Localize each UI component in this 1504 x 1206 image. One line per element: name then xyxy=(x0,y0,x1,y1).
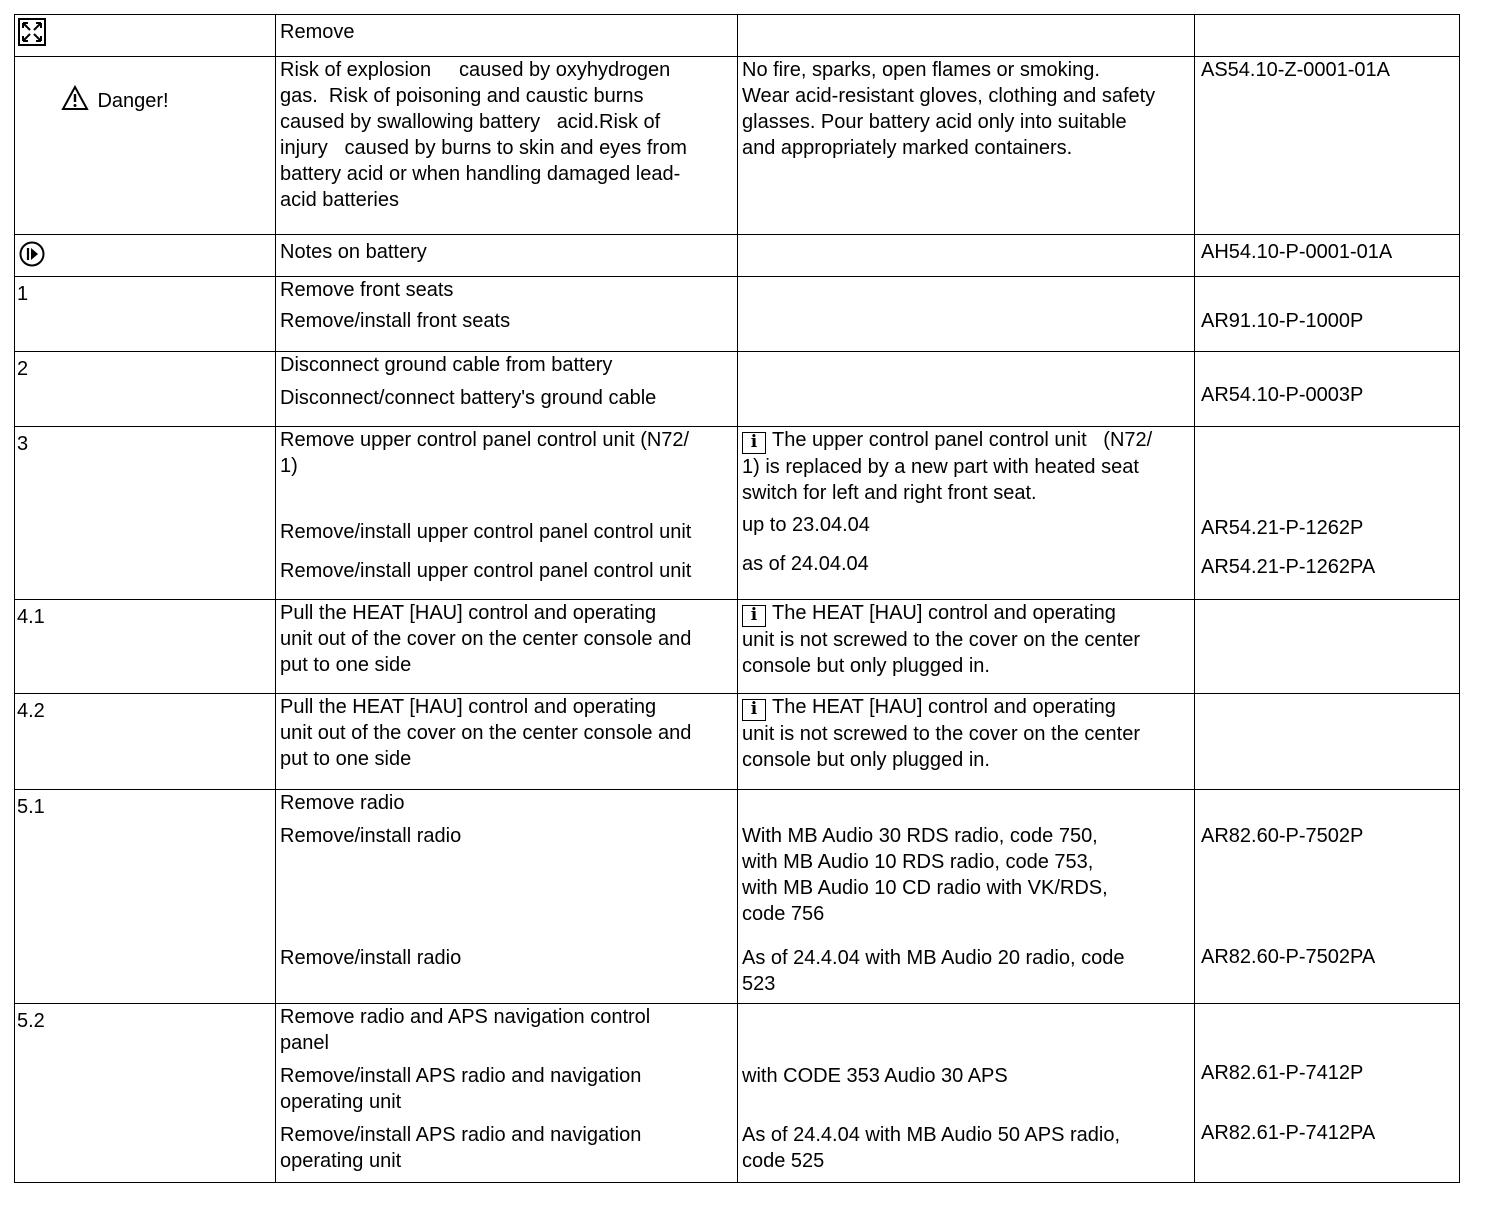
step-number: 2 xyxy=(17,358,29,380)
table-row xyxy=(15,352,1460,427)
step-title: Remove radio and APS navigation control panel xyxy=(280,1006,651,1054)
sub-procedure: Remove/install upper control panel control unit xyxy=(280,560,692,582)
step-number: 5.2 xyxy=(17,1010,45,1032)
step-title: Remove upper control panel control unit (N72/ xyxy=(280,429,690,451)
info-note: i The HEAT [HAU] control and operating xyxy=(738,694,1194,721)
sub-procedure: Remove/install radio xyxy=(280,947,462,969)
reference-code: AS54.10-Z-0001-01A xyxy=(1201,59,1391,81)
sub-procedure: Disconnect/connect battery's ground cable xyxy=(280,387,657,409)
table-row xyxy=(15,57,1460,235)
reference-code: AR82.60-P-7502P xyxy=(1201,825,1364,847)
table-row xyxy=(15,235,1460,277)
step-number: 1 xyxy=(17,283,29,305)
validity-note: as of 24.04.04 xyxy=(742,553,869,575)
step-number: 5.1 xyxy=(17,796,45,818)
table-row: 4.2 Pull the HEAT [HAU] control and operating unit out of the cover on the center console and put to one side i The HEAT [HAU] control and operating unit is not screwed to the cover on the center console but only plugged in. xyxy=(15,694,1460,790)
step-title: Pull the HEAT [HAU] control and operating xyxy=(280,602,657,624)
reference-code: AR54.21-P-1262PA xyxy=(1201,556,1376,578)
reference-code: AR91.10-P-1000P xyxy=(1201,310,1364,332)
sub-procedure: Remove/install radio xyxy=(280,825,462,847)
step-title: Disconnect ground cable from battery xyxy=(280,354,613,376)
info-icon: i xyxy=(742,432,766,454)
table-row xyxy=(15,790,1460,1004)
sub-procedure: Remove/install front seats xyxy=(280,310,511,332)
validity-note: with CODE 353 Audio 30 APS xyxy=(742,1065,1008,1087)
table-row xyxy=(15,1004,1460,1183)
reference-code: AR82.60-P-7502PA xyxy=(1201,946,1376,968)
reference-code: AR82.61-P-7412P xyxy=(1201,1062,1364,1084)
step-title: Remove front seats xyxy=(280,279,454,301)
reference-code: AR54.21-P-1262P xyxy=(1201,517,1364,539)
validity-note: As of 24.4.04 with MB Audio 20 radio, code 523 xyxy=(742,947,1125,995)
step-title: Remove radio xyxy=(280,792,405,814)
validity-note: As of 24.4.04 with MB Audio 50 APS radio, code 525 xyxy=(742,1124,1121,1172)
sub-procedure: Remove/install upper control panel control unit xyxy=(280,521,692,543)
sub-procedure: Remove/install APS radio and navigation operating unit xyxy=(280,1124,642,1172)
step-number: 4.1 xyxy=(17,606,45,628)
step-title: Pull the HEAT [HAU] control and operating xyxy=(280,696,657,718)
danger-label: Danger! xyxy=(97,90,169,112)
table-row xyxy=(15,277,1460,352)
danger-description: Risk of explosion caused by oxyhydrogen gas. Risk of poisoning and caustic burns caused by swallowing battery acid.Risk of injury caused by burns to skin and eyes from battery acid or when handling damaged lead- acid batteries xyxy=(276,57,738,235)
table-row: 4.1 Pull the HEAT [HAU] control and operating unit out of the cover on the center console and put to one side i The HEAT [HAU] control and operating unit is not screwed to the cover on the center console but only plugged in. xyxy=(15,600,1460,694)
validity-note: up to 23.04.04 xyxy=(742,514,870,536)
warning-triangle-icon xyxy=(61,85,89,111)
notes-title: Notes on battery xyxy=(280,241,427,263)
reference-code: AR82.61-P-7412PA xyxy=(1201,1122,1376,1144)
repair-procedure-table xyxy=(14,14,1460,1183)
sub-procedure: Remove/install APS radio and navigation operating unit xyxy=(280,1065,642,1113)
step-number: 3 xyxy=(17,433,29,455)
info-note: i The HEAT [HAU] control and operating xyxy=(738,600,1194,627)
info-note: i The upper control panel control unit (N72/ xyxy=(738,427,1194,454)
info-icon: i xyxy=(742,699,766,721)
reference-code: AR54.10-P-0003P xyxy=(1201,384,1364,406)
row-action: Remove xyxy=(280,21,355,43)
remove-icon xyxy=(18,18,48,48)
reference-code: AH54.10-P-0001-01A xyxy=(1201,241,1393,263)
danger-precautions: No fire, sparks, open flames or smoking. Wear acid-resistant gloves, clothing and safety glasses. Pour battery acid only into suitable and appropriately marked containers. xyxy=(738,57,1195,235)
remove-icon-cell xyxy=(15,15,276,57)
info-icon: i xyxy=(742,605,766,627)
table-row: 3 Remove upper control panel control unit (N72/ 1) Remove/install upper control panel control unit Remove/install upper control panel control unit i The upper control panel control unit (N72/ 1) is replaced by a new part with heated seat switch for left and right front seat. up to 23.04.04 as of 24.04.04 AR54.21-P-1262P AR54.21-P-1262PA xyxy=(15,427,1460,600)
step-number: 4.2 xyxy=(17,700,45,722)
validity-note: With MB Audio 30 RDS radio, code 750, with MB Audio 10 RDS radio, code 753, with MB Audio 10 CD radio with VK/RDS, code 756 xyxy=(742,825,1108,925)
table-row xyxy=(15,15,1460,57)
notes-arrow-icon xyxy=(18,240,46,268)
